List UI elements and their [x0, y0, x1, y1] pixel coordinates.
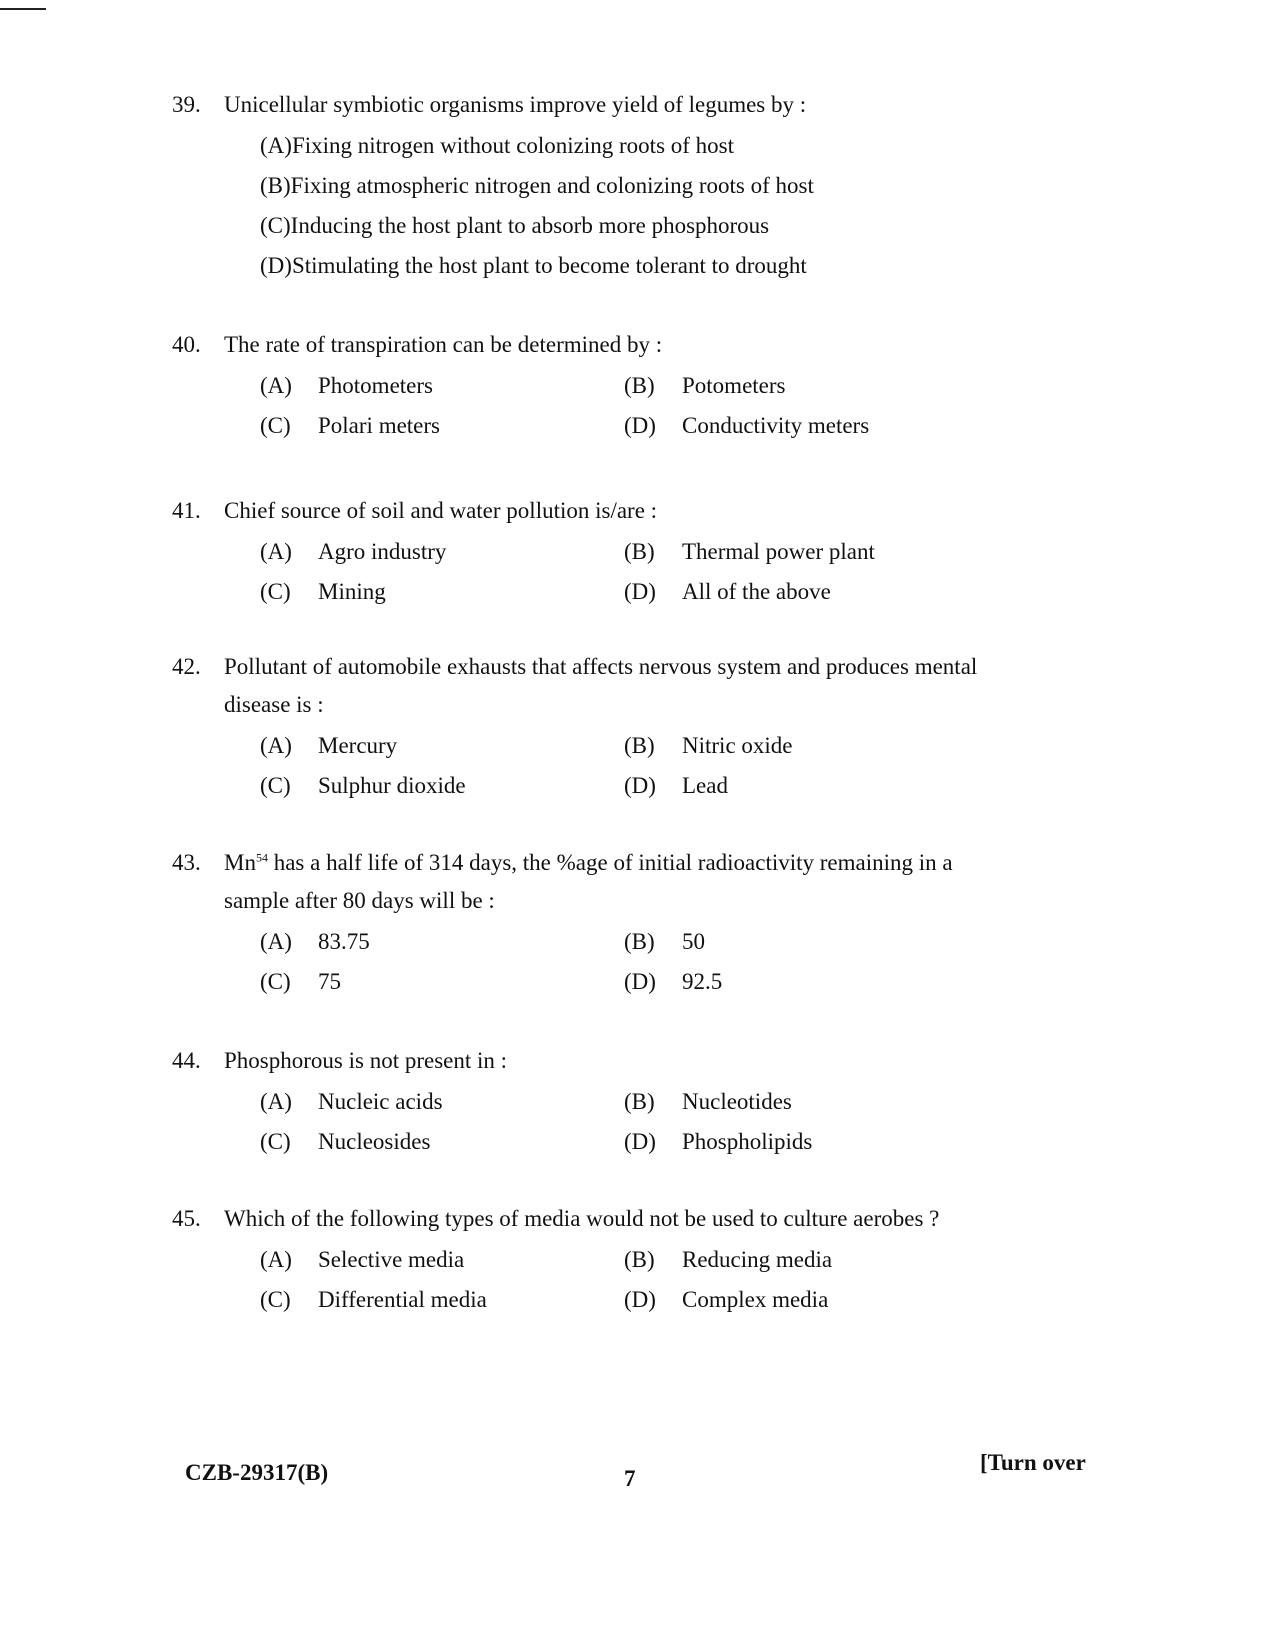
- option-b[interactable]: [624, 532, 984, 572]
- option-a[interactable]: [260, 366, 624, 406]
- option-label: (A): [260, 373, 292, 398]
- option-a[interactable]: [260, 1082, 624, 1122]
- option-d[interactable]: [624, 1122, 984, 1162]
- option-text: Lead: [682, 773, 728, 798]
- option-label: (A): [260, 133, 292, 158]
- option-label: (D): [624, 413, 656, 438]
- option-label: (D): [624, 773, 656, 798]
- option-label: (C): [260, 1287, 291, 1312]
- option-text: Stimulating the host plant to become tolerant to drought: [291, 253, 807, 278]
- option-c[interactable]: [260, 206, 770, 246]
- option-b[interactable]: [260, 166, 814, 206]
- corner-mark: [0, 8, 46, 10]
- turn-over-note: [Turn over: [980, 1450, 1086, 1475]
- question-45: [172, 1200, 984, 1320]
- option-c[interactable]: [260, 572, 624, 612]
- option-text: Agro industry: [318, 539, 447, 564]
- option-label: (B): [624, 373, 655, 398]
- question-stem: Chief source of soil and water pollution is/are :: [224, 498, 658, 523]
- option-b[interactable]: [624, 1240, 984, 1280]
- option-text: 83.75: [318, 929, 370, 954]
- option-text: All of the above: [682, 579, 831, 604]
- option-label: (D): [624, 579, 656, 604]
- option-text: Nucleosides: [318, 1129, 431, 1154]
- option-text: Thermal power plant: [682, 539, 875, 564]
- option-label: (A): [260, 539, 292, 564]
- question-number: 43.: [172, 850, 201, 875]
- option-c[interactable]: [260, 406, 624, 446]
- option-c[interactable]: [260, 1280, 624, 1320]
- option-a[interactable]: [260, 726, 624, 766]
- option-label: (B): [260, 173, 291, 198]
- options: [172, 126, 984, 286]
- option-label: (C): [260, 969, 291, 994]
- option-text: Nucleotides: [682, 1089, 792, 1114]
- options: [172, 726, 984, 806]
- option-label: (C): [260, 579, 291, 604]
- option-a[interactable]: [260, 532, 624, 572]
- option-label: (C): [260, 773, 291, 798]
- option-text: Sulphur dioxide: [318, 773, 466, 798]
- question-stem: The rate of transpiration can be determined by :: [224, 332, 663, 357]
- option-label: (B): [624, 1089, 655, 1114]
- option-label: (B): [624, 929, 655, 954]
- option-text: Phospholipids: [682, 1129, 813, 1154]
- option-label: (A): [260, 733, 292, 758]
- option-label: (C): [260, 213, 291, 238]
- option-b[interactable]: [624, 922, 984, 962]
- options: [172, 366, 984, 446]
- option-text: Polari meters: [318, 413, 440, 438]
- option-text: Mercury: [318, 733, 398, 758]
- question-number: 42.: [172, 654, 201, 679]
- option-c[interactable]: [260, 962, 624, 1002]
- option-d[interactable]: [260, 246, 807, 286]
- option-label: (D): [624, 1287, 656, 1312]
- option-label: (B): [624, 1247, 655, 1272]
- element-symbol: Mn: [224, 850, 256, 875]
- option-d[interactable]: [624, 406, 984, 446]
- option-text: Reducing media: [682, 1247, 833, 1272]
- page-number: 7: [624, 1466, 636, 1491]
- question-stem: Pollutant of automobile exhausts that affects nervous system and produces mental disease is :: [224, 654, 978, 717]
- question-41: [172, 492, 984, 612]
- question-stem: Unicellular symbiotic organisms improve yield of legumes by :: [224, 92, 807, 117]
- question-number: 44.: [172, 1048, 201, 1073]
- question-40: [172, 326, 984, 446]
- paper-code: CZB-29317(B): [185, 1460, 329, 1485]
- option-b[interactable]: [624, 726, 984, 766]
- option-text: Inducing the host plant to absorb more phosphorous: [290, 213, 770, 238]
- mass-number: 54: [255, 850, 268, 865]
- option-text: 92.5: [682, 969, 723, 994]
- question-44: [172, 1042, 984, 1162]
- option-label: (D): [624, 1129, 656, 1154]
- option-text: Fixing atmospheric nitrogen and colonizing roots of host: [290, 173, 814, 198]
- option-text: 75: [318, 969, 341, 994]
- option-label: (A): [260, 929, 292, 954]
- option-label: (D): [260, 253, 292, 278]
- option-label: (A): [260, 1089, 292, 1114]
- option-b[interactable]: [624, 366, 984, 406]
- option-text: Nitric oxide: [682, 733, 793, 758]
- option-d[interactable]: [624, 572, 984, 612]
- question-stem-text: has a half life of 314 days, the %age of initial radioactivity remaining in a sample after 80 days will be :: [224, 850, 953, 913]
- question-number: 41.: [172, 498, 201, 523]
- option-text: Selective media: [318, 1247, 465, 1272]
- option-text: Fixing nitrogen without colonizing roots of host: [291, 133, 735, 158]
- option-a[interactable]: [260, 922, 624, 962]
- options: [172, 532, 984, 612]
- question-39: [172, 86, 984, 286]
- question-number: 45.: [172, 1206, 201, 1231]
- option-text: Photometers: [318, 373, 433, 398]
- option-text: 50: [682, 929, 705, 954]
- option-b[interactable]: [624, 1082, 984, 1122]
- option-label: (A): [260, 1247, 292, 1272]
- options: [172, 1240, 984, 1320]
- option-a[interactable]: [260, 126, 735, 166]
- option-text: Differential media: [318, 1287, 487, 1312]
- option-label: (D): [624, 969, 656, 994]
- question-number: 40.: [172, 332, 201, 357]
- option-d[interactable]: [624, 766, 984, 806]
- option-text: Complex media: [682, 1287, 829, 1312]
- question-number: 39.: [172, 92, 201, 117]
- question-42: [172, 648, 984, 806]
- options: [172, 922, 984, 1002]
- question-stem: Which of the following types of media would not be used to culture aerobes ?: [224, 1206, 940, 1231]
- option-d[interactable]: [624, 1280, 984, 1320]
- question-stem: Phosphorous is not present in :: [224, 1048, 508, 1073]
- option-c[interactable]: [260, 1122, 624, 1162]
- option-label: (B): [624, 539, 655, 564]
- options: [172, 1082, 984, 1162]
- question-stem: [224, 844, 984, 920]
- option-text: Nucleic acids: [318, 1089, 443, 1114]
- option-c[interactable]: [260, 766, 624, 806]
- option-a[interactable]: [260, 1240, 624, 1280]
- option-label: (B): [624, 733, 655, 758]
- option-d[interactable]: [624, 962, 984, 1002]
- option-label: (C): [260, 413, 291, 438]
- option-text: Mining: [318, 579, 386, 604]
- option-text: Potometers: [682, 373, 786, 398]
- option-label: (C): [260, 1129, 291, 1154]
- question-43: [172, 844, 984, 1002]
- option-text: Conductivity meters: [682, 413, 870, 438]
